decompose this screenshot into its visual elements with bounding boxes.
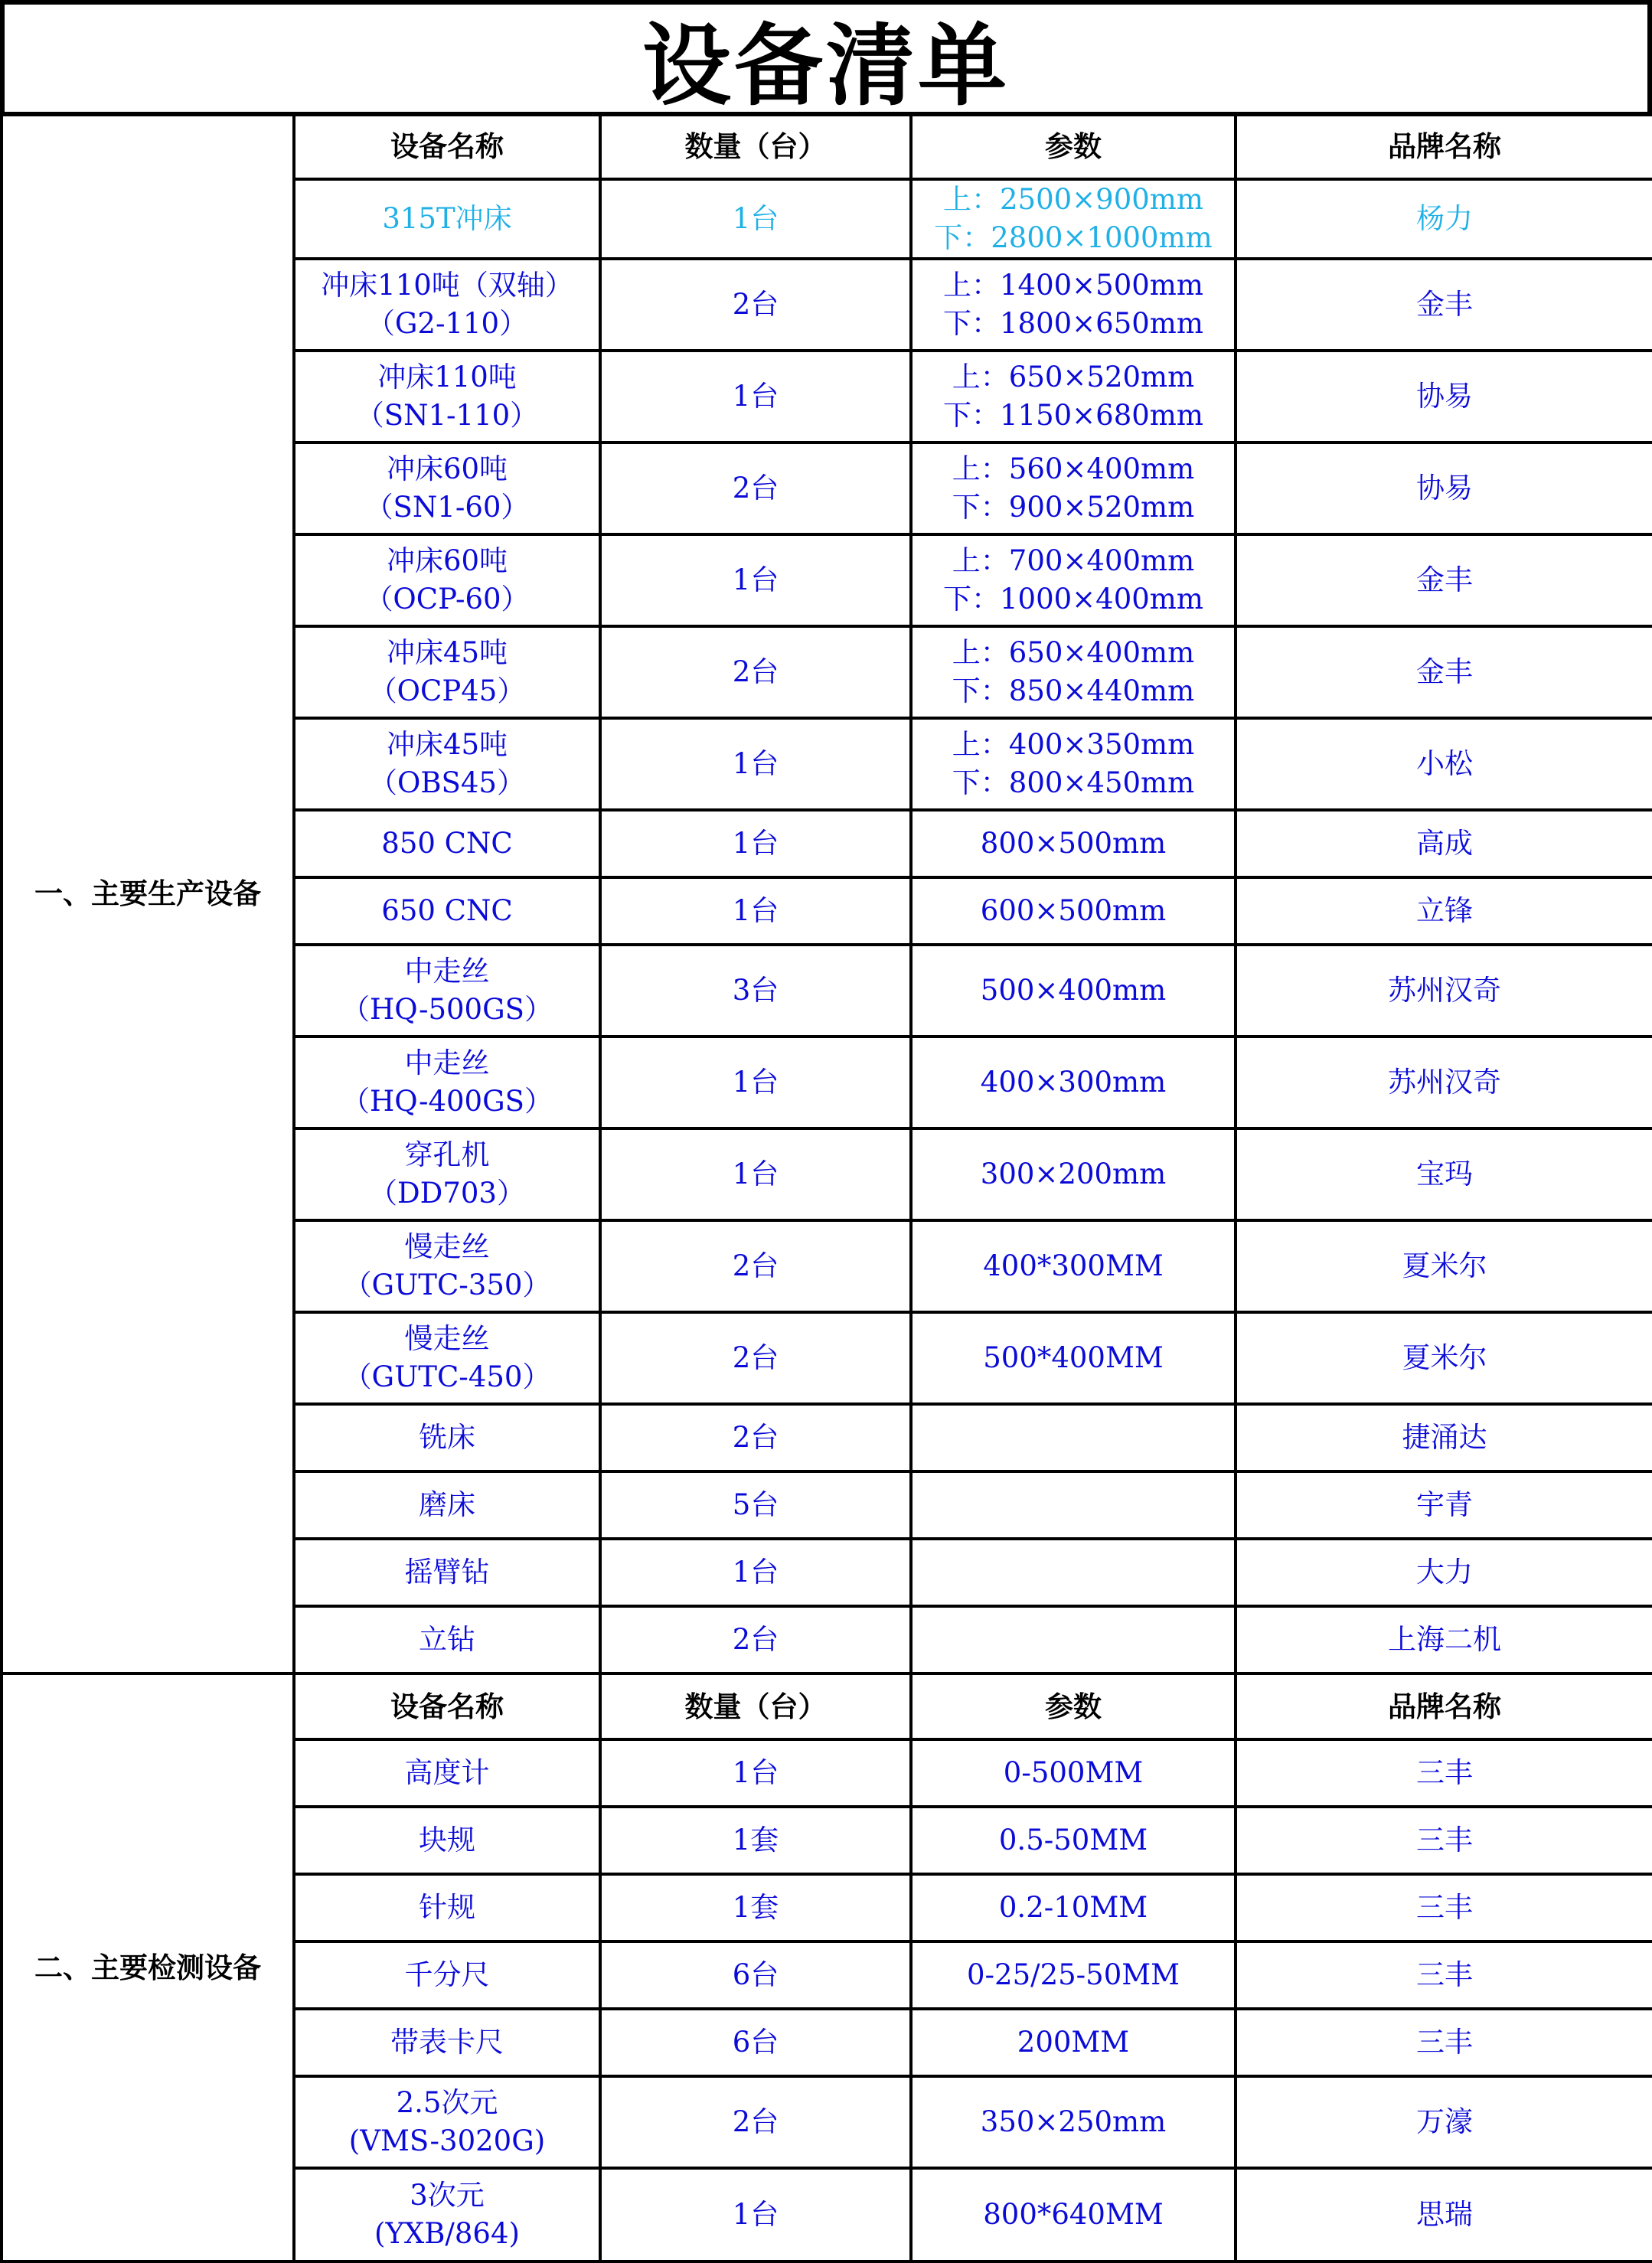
equipment-name-text: （SN1-110）: [355, 399, 539, 432]
equipment-name-text: （DD703）: [369, 1177, 525, 1210]
equipment-param: [911, 1874, 1236, 1941]
equipment-qty: [600, 1739, 911, 1807]
equipment-brand-text: 万濠: [1416, 2105, 1473, 2138]
equipment-name: [294, 1874, 600, 1941]
equipment-brand: [1236, 1874, 1652, 1941]
equipment-qty: [600, 259, 911, 351]
equipment-name-text: （OCP-60）: [364, 583, 530, 616]
equipment-param: [911, 718, 1236, 810]
equipment-brand: [1236, 1312, 1652, 1404]
header-param: 参数: [911, 1674, 1236, 1739]
equipment-name: [294, 1404, 600, 1471]
equipment-brand: [1236, 1739, 1652, 1807]
equipment-param-text: 800×500mm: [980, 827, 1167, 860]
equipment-param: [911, 1606, 1236, 1674]
equipment-qty-text: 1套: [732, 1824, 779, 1856]
equipment-name-text: 穿孔机: [404, 1138, 490, 1171]
equipment-qty-text: 1台: [732, 747, 779, 780]
equipment-brand: [1236, 626, 1652, 718]
equipment-name-text: 冲床60吨: [386, 452, 508, 485]
equipment-name-text: 高度计: [404, 1756, 490, 1789]
equipment-table: [0, 112, 1652, 2263]
equipment-param-text: 0-25/25-50MM: [966, 1958, 1180, 1991]
equipment-brand: [1236, 179, 1652, 259]
equipment-brand: [1236, 810, 1652, 877]
equipment-name-text: 冲床45吨: [386, 636, 508, 669]
equipment-brand: [1236, 1128, 1652, 1220]
equipment-qty-text: 1台: [732, 894, 779, 927]
equipment-param: [911, 179, 1236, 259]
equipment-brand-text: 三丰: [1416, 1891, 1473, 1924]
equipment-qty: [600, 1220, 911, 1312]
equipment-brand: [1236, 877, 1652, 945]
header-qty: 数量（台）: [600, 113, 911, 179]
equipment-qty-text: 1台: [732, 1066, 779, 1099]
equipment-name-text: 2.5次元: [396, 2086, 498, 2119]
equipment-qty-text: 2台: [732, 1249, 779, 1282]
equipment-brand-text: 三丰: [1416, 1958, 1473, 1991]
equipment-name: [294, 259, 600, 351]
equipment-qty-text: 1台: [732, 1158, 779, 1190]
equipment-name-text: 慢走丝: [404, 1322, 490, 1355]
equipment-param: [911, 877, 1236, 945]
equipment-qty-text: 6台: [732, 2026, 779, 2059]
equipment-brand-text: 小松: [1416, 747, 1473, 780]
equipment-brand: [1236, 442, 1652, 534]
equipment-qty-text: 2台: [732, 472, 779, 505]
equipment-brand-text: 捷涌达: [1402, 1421, 1487, 1454]
equipment-brand: [1236, 259, 1652, 351]
equipment-name: [294, 1220, 600, 1312]
equipment-name-text: 3次元: [410, 2179, 485, 2212]
equipment-qty-text: 1台: [732, 827, 779, 860]
equipment-qty: [600, 1539, 911, 1606]
equipment-brand-text: 协易: [1416, 380, 1473, 413]
equipment-name: [294, 945, 600, 1037]
equipment-qty: [600, 877, 911, 945]
equipment-qty-text: 1台: [732, 2198, 779, 2231]
equipment-qty: [600, 442, 911, 534]
equipment-brand-text: 苏州汉奇: [1388, 974, 1501, 1007]
equipment-brand: [1236, 534, 1652, 626]
equipment-qty: [600, 718, 911, 810]
equipment-qty-text: 1套: [732, 1891, 779, 1924]
header-brand: 品牌名称: [1236, 1674, 1652, 1739]
equipment-param: [911, 1128, 1236, 1220]
equipment-param: [911, 1471, 1236, 1539]
equipment-param: [911, 1404, 1236, 1471]
equipment-qty-text: 3台: [732, 974, 779, 1007]
equipment-param-text: 350×250mm: [980, 2105, 1167, 2138]
equipment-qty-text: 2台: [732, 1341, 779, 1374]
equipment-name: [294, 1128, 600, 1220]
equipment-brand: [1236, 1807, 1652, 1874]
equipment-brand-text: 金丰: [1416, 563, 1473, 596]
equipment-qty-text: 1台: [732, 380, 779, 413]
equipment-name-text: （OCP45）: [368, 674, 526, 707]
equipment-param: [911, 1539, 1236, 1606]
equipment-brand-text: 金丰: [1416, 288, 1473, 321]
equipment-param: [911, 534, 1236, 626]
equipment-brand-text: 夏米尔: [1402, 1249, 1487, 1282]
equipment-qty-text: 2台: [732, 2105, 779, 2138]
equipment-qty-text: 1台: [732, 1556, 779, 1589]
equipment-param-text: 400*300MM: [983, 1249, 1164, 1282]
equipment-brand-text: 立锋: [1416, 894, 1473, 927]
header-row: [2, 113, 1652, 179]
equipment-name: [294, 1539, 600, 1606]
equipment-qty: [600, 2009, 911, 2076]
equipment-qty: [600, 2168, 911, 2261]
equipment-param-text: 下：1000×400mm: [943, 583, 1203, 616]
equipment-brand: [1236, 1037, 1652, 1128]
equipment-name-text: （GUTC-350）: [343, 1269, 551, 1301]
equipment-brand-text: 三丰: [1416, 1824, 1473, 1856]
equipment-qty: [600, 945, 911, 1037]
equipment-qty-text: 2台: [732, 1421, 779, 1454]
equipment-name-text: 针规: [419, 1891, 475, 1924]
equipment-name: [294, 442, 600, 534]
equipment-param: [911, 1807, 1236, 1874]
header-row: [2, 1674, 1652, 1739]
equipment-qty: [600, 810, 911, 877]
equipment-brand: [1236, 2009, 1652, 2076]
equipment-qty-text: 2台: [732, 288, 779, 321]
equipment-qty: [600, 179, 911, 259]
equipment-qty-text: 1台: [732, 563, 779, 596]
header-brand: 品牌名称: [1236, 113, 1652, 179]
equipment-brand-text: 三丰: [1416, 2026, 1473, 2059]
equipment-qty: [600, 1471, 911, 1539]
equipment-name-text: (YXB/864): [374, 2217, 520, 2250]
equipment-qty-text: 1台: [732, 1756, 779, 1789]
equipment-brand: [1236, 351, 1652, 442]
section1-label: 一、主要生产设备: [2, 113, 294, 1674]
equipment-param-text: 400×300mm: [980, 1066, 1167, 1099]
equipment-param-text: 0.2-10MM: [998, 1891, 1148, 1924]
equipment-brand-text: 苏州汉奇: [1388, 1066, 1501, 1099]
equipment-name: [294, 1471, 600, 1539]
section2-label: 二、主要检测设备: [2, 1674, 294, 2261]
equipment-brand-text: 高成: [1416, 827, 1473, 860]
equipment-name-text: 慢走丝: [404, 1230, 490, 1263]
equipment-name-text: 块规: [419, 1824, 475, 1856]
equipment-param-text: 0-500MM: [1003, 1756, 1144, 1789]
equipment-brand: [1236, 2168, 1652, 2261]
equipment-qty: [600, 1128, 911, 1220]
equipment-name: [294, 179, 600, 259]
equipment-brand-text: 三丰: [1416, 1756, 1473, 1789]
equipment-name-text: 冲床110吨: [377, 361, 517, 393]
equipment-name-text: （SN1-60）: [364, 491, 530, 524]
equipment-param-text: 上：400×350mm: [952, 728, 1195, 761]
equipment-brand-text: 夏米尔: [1402, 1341, 1487, 1374]
equipment-name-text: 315T冲床: [382, 202, 512, 235]
equipment-name: [294, 718, 600, 810]
equipment-qty: [600, 1037, 911, 1128]
equipment-param-text: 下：800×450mm: [952, 766, 1195, 799]
equipment-param-text: 800*640MM: [983, 2198, 1164, 2231]
equipment-name-text: 冲床60吨: [386, 544, 508, 577]
equipment-param: [911, 1037, 1236, 1128]
equipment-name: [294, 1312, 600, 1404]
equipment-param-text: 0.5-50MM: [998, 1824, 1148, 1856]
equipment-param-text: 下：1150×680mm: [943, 399, 1203, 432]
equipment-param: [911, 1312, 1236, 1404]
equipment-brand: [1236, 1539, 1652, 1606]
equipment-name: [294, 2168, 600, 2261]
equipment-name-text: 850 CNC: [381, 827, 513, 860]
equipment-qty-text: 1台: [732, 202, 779, 235]
equipment-name: [294, 351, 600, 442]
equipment-qty-text: 2台: [732, 655, 779, 688]
equipment-brand-text: 协易: [1416, 472, 1473, 505]
equipment-name: [294, 810, 600, 877]
equipment-brand-text: 上海二机: [1388, 1623, 1501, 1656]
equipment-param-text: 下：900×520mm: [952, 491, 1195, 524]
equipment-name-text: 冲床45吨: [386, 728, 508, 761]
equipment-name: [294, 1941, 600, 2009]
equipment-name: [294, 1606, 600, 1674]
equipment-param-text: 上：2500×900mm: [943, 183, 1203, 216]
equipment-qty: [600, 1404, 911, 1471]
equipment-param-text: 下：850×440mm: [952, 674, 1195, 707]
equipment-name-text: 冲床110吨（双轴）: [321, 269, 573, 302]
equipment-param: [911, 626, 1236, 718]
header-param: 参数: [911, 113, 1236, 179]
equipment-qty: [600, 1312, 911, 1404]
equipment-name: [294, 2076, 600, 2168]
equipment-name-text: （GUTC-450）: [343, 1360, 551, 1393]
equipment-name-text: 磨床: [419, 1488, 475, 1521]
equipment-param: [911, 442, 1236, 534]
equipment-name-text: 立钻: [419, 1623, 475, 1656]
equipment-qty-text: 5台: [732, 1488, 779, 1521]
equipment-brand-text: 大力: [1416, 1556, 1473, 1589]
equipment-name-text: （G2-110）: [366, 307, 528, 340]
equipment-brand: [1236, 945, 1652, 1037]
equipment-brand-text: 宝玛: [1416, 1158, 1473, 1190]
equipment-brand-text: 金丰: [1416, 655, 1473, 688]
equipment-param-text: 下：1800×650mm: [943, 307, 1203, 340]
equipment-brand: [1236, 1404, 1652, 1471]
equipment-param-text: 上：1400×500mm: [943, 269, 1203, 302]
equipment-param: [911, 1941, 1236, 2009]
equipment-param-text: 600×500mm: [980, 894, 1167, 927]
equipment-param-text: 下：2800×1000mm: [934, 221, 1213, 254]
equipment-brand: [1236, 1471, 1652, 1539]
equipment-name-text: 铣床: [419, 1421, 475, 1454]
equipment-param: [911, 945, 1236, 1037]
equipment-param-text: 500×400mm: [980, 974, 1167, 1007]
equipment-name: [294, 1739, 600, 1807]
equipment-name-text: 650 CNC: [381, 894, 513, 927]
header-qty: 数量（台）: [600, 1674, 911, 1739]
equipment-param: [911, 2009, 1236, 2076]
equipment-brand: [1236, 718, 1652, 810]
equipment-param-text: 300×200mm: [980, 1158, 1167, 1190]
equipment-name-text: (VMS-3020G): [348, 2124, 546, 2157]
equipment-param: [911, 810, 1236, 877]
equipment-name-text: （HQ-500GS）: [341, 993, 553, 1026]
equipment-brand: [1236, 1941, 1652, 2009]
equipment-qty: [600, 534, 911, 626]
equipment-param-text: 上：650×520mm: [952, 361, 1195, 393]
equipment-name-text: （HQ-400GS）: [341, 1085, 553, 1118]
equipment-param-text: 上：700×400mm: [952, 544, 1195, 577]
equipment-name-text: 中走丝: [404, 1047, 490, 1079]
equipment-param-text: 200MM: [1017, 2026, 1130, 2059]
equipment-qty: [600, 1606, 911, 1674]
equipment-qty: [600, 626, 911, 718]
equipment-brand: [1236, 1220, 1652, 1312]
equipment-name-text: 带表卡尺: [390, 2026, 504, 2059]
equipment-qty: [600, 2076, 911, 2168]
equipment-name: [294, 534, 600, 626]
equipment-brand: [1236, 2076, 1652, 2168]
equipment-param-text: 上：650×400mm: [952, 636, 1195, 669]
sheet-title: 设备清单: [0, 0, 1652, 116]
equipment-name-text: 千分尺: [404, 1958, 490, 1991]
equipment-name-text: 中走丝: [404, 955, 490, 988]
equipment-brand-text: 思瑞: [1416, 2198, 1473, 2231]
equipment-name-text: （OBS45）: [369, 766, 525, 799]
equipment-qty: [600, 351, 911, 442]
equipment-param-text: 上：560×400mm: [952, 452, 1195, 485]
equipment-qty: [600, 1941, 911, 2009]
equipment-param-text: 500*400MM: [983, 1341, 1164, 1374]
equipment-name: [294, 1807, 600, 1874]
equipment-name-text: 摇臂钻: [404, 1556, 490, 1589]
equipment-brand-text: 杨力: [1416, 202, 1473, 235]
equipment-param: [911, 2076, 1236, 2168]
equipment-param: [911, 1739, 1236, 1807]
equipment-qty-text: 2台: [732, 1623, 779, 1656]
equipment-name: [294, 626, 600, 718]
equipment-qty: [600, 1807, 911, 1874]
equipment-name: [294, 877, 600, 945]
equipment-name: [294, 1037, 600, 1128]
equipment-brand: [1236, 1606, 1652, 1674]
header-name: 设备名称: [294, 113, 600, 179]
equipment-qty-text: 6台: [732, 1958, 779, 1991]
equipment-brand-text: 宇青: [1416, 1488, 1473, 1521]
header-name: 设备名称: [294, 1674, 600, 1739]
equipment-param: [911, 2168, 1236, 2261]
equipment-name: [294, 2009, 600, 2076]
equipment-qty: [600, 1874, 911, 1941]
equipment-param: [911, 259, 1236, 351]
equipment-param: [911, 351, 1236, 442]
equipment-param: [911, 1220, 1236, 1312]
